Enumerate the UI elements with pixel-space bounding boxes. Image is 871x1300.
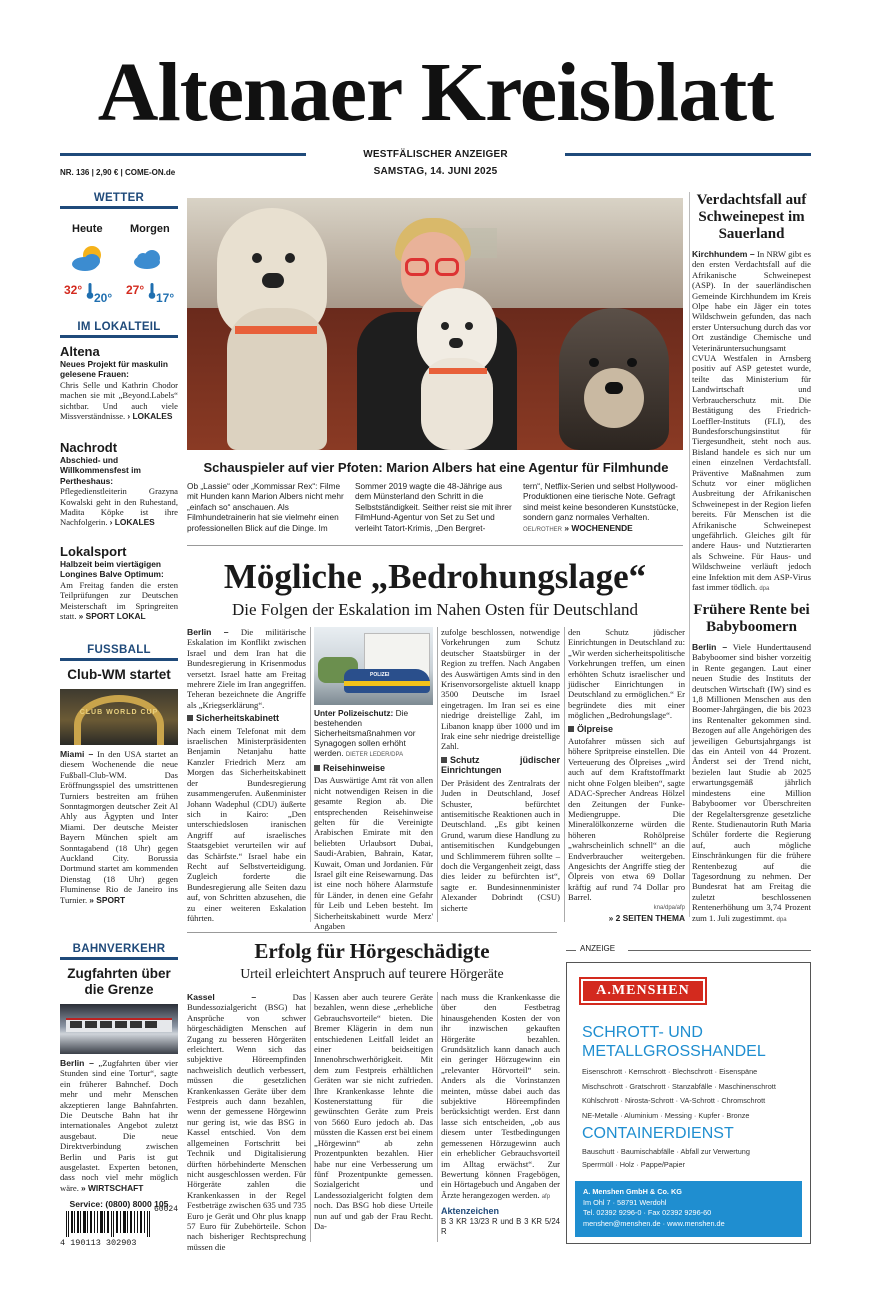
column-rule bbox=[310, 992, 311, 1242]
lead-body: Die militärische Eskalation im Konflikt zwischen Israel und dem Iran hat die Bundesregierung in Krisenmodus versetzt. Israel hatte am Freitag mehrere Ziele im Iran angegriffen. Teheran bezeichnete die Angriffe als „Kriegserklärung“. bbox=[187, 627, 306, 710]
image-lettering: CLUB WORLD CUP bbox=[79, 709, 159, 716]
masthead-subtitle: WESTFÄLISCHER ANZEIGER bbox=[363, 149, 508, 160]
hearing-credit: afp bbox=[541, 1193, 551, 1200]
lead-subhead: Ölpreise bbox=[577, 723, 614, 734]
photo-ref[interactable]: » WOCHENENDE bbox=[564, 522, 633, 533]
swine-fever-story bbox=[692, 192, 811, 594]
pension-dateline: Berlin – bbox=[692, 642, 728, 652]
photo-caption-col: tern“, Netflix-Serien und selbst Hollywood-Produktionen eine tierische Note. Gefragt sind meist keine besonderen Kunststücke, sondern ganz normales Verhalten. bbox=[523, 481, 679, 523]
football-body: In den USA startet an diesem Wochenende die neue Fußball-Club-WM. Das Eröffnungsspiel des umstrittenen Turniers bestreiten am frühen Sonntagmorgen deutscher Zeit Al Ahly aus Ägypten und Inter Miami. Der deutsche Meister Bayern München spielt am Sonntagabend (18 Uhr) gegen Auckland City. Borussia Dortmund startet am kommenden Dienstag (18 Uhr) gegen Fluminense Rio de Janeiro ins Turnier. bbox=[60, 749, 178, 905]
local-heading: IM LOKALTEIL bbox=[77, 321, 161, 333]
local-item-body: Chris Selle und Kathrin Chodor machen sie mit „Beyond.Labels“ sichtbar. Und auch viele Missverständnisse. bbox=[60, 379, 178, 422]
tomorrow-low: 17° bbox=[156, 291, 175, 305]
local-item-ref[interactable]: › LOKALES bbox=[109, 517, 155, 528]
lead-credit: kna/dpa/afp bbox=[653, 904, 685, 911]
image-credit: DIETER LEDER/DPA bbox=[345, 752, 404, 758]
divider bbox=[187, 545, 683, 546]
ad-label: ANZEIGE bbox=[580, 944, 619, 953]
football-title: Club-WM startet bbox=[67, 667, 171, 682]
local-item-body: Pflegedienstleiterin Grazyna Kowalski geht in den Ruhestand, Madita Köpke ist ihre Nachfolgerin. bbox=[60, 486, 178, 528]
dog-left bbox=[217, 208, 337, 450]
thermometer-icon bbox=[148, 283, 156, 299]
ad-line: Sperrmüll · Holz · Pappe/Papier bbox=[582, 1160, 686, 1169]
column-rule bbox=[310, 627, 311, 922]
local-item-lead: Halbzeit beim viertägigen Longines Balve Optimum: bbox=[60, 559, 164, 580]
barcode-addon: 60024 bbox=[153, 1205, 178, 1215]
football-lead: Miami – bbox=[60, 749, 94, 759]
hearing-headline: Erfolg für Hörgeschädigte bbox=[254, 939, 490, 963]
weather-box bbox=[60, 209, 178, 307]
photo-caption-col: Sommer 2019 wagte die 48-Jährige aus dem Münsterland den Schritt in die Selbstständigkeit. Seither reist sie mit ihrer FilmHund-Agentur von Set zu Set und verleiht Tatort-Krimis, „Den Bergret- bbox=[355, 481, 512, 533]
service-line: Service: (0800) 8000 105 bbox=[69, 1199, 169, 1210]
left-column bbox=[60, 192, 178, 905]
masthead-date: SAMSTAG, 14. JUNI 2025 bbox=[373, 166, 498, 177]
football-heading: FUSSBALL bbox=[87, 644, 151, 656]
local-item-title: Lokalsport bbox=[60, 544, 127, 559]
issue-info: NR. 136 | 2,90 € | COME-ON.de bbox=[60, 168, 176, 177]
today-high: 32° bbox=[64, 283, 83, 297]
dog-middle bbox=[417, 288, 497, 450]
cloud-icon bbox=[132, 247, 166, 271]
lead-col-1 bbox=[187, 627, 306, 923]
lead-body: den Schutz jüdischer Einrichtungen in Deutschland zu: „Wir werden sicherheitspolitische Vorkehrungen treffen, um einen erhöhten Schutz israelischer und jüdischer Einrichtungen in Deutschland zu ermöglichen.“ Er begründete dies mit einer möglichen „Bedrohungslage“. bbox=[568, 627, 685, 721]
pension-body: Viele Hunderttausend Babyboomer sind bisher vorzeitig in Rente gegangen. Laut einer neuen Studie des Instituts der deutschen Wirtschaft (IW) sind es 1,8 Millionen Menschen aus den Boomer-Jahrgängen, die bis 2023 ins Rentenalter gekommen sind. Bezogen auf alle Angehörigen des jeweiligen Geburtsjahrgangs ist das ein Anteil von 44 Prozent. Änderst sei der Trend nicht, bezielen laut Studie ab 2025 erwartungsgemäß jährlich mindestens eine Million Babyboomer vor Überschreiten der Regelaltersgrenze gesetzliche Rente. Studienautorin Ruth Maria Schüler forderte die Regierung auf, auch mögliche Einschränkungen für die frühere Rentenbezug auf die Tagesordnung zu nehmen. Der Bundesrat hat am Freitag die zuletzt beschlossenen Rentenerhöhung um 3,74 Prozent zum 1. Juli zugestimmt. bbox=[692, 642, 812, 923]
case-label: Aktenzeichen bbox=[441, 1206, 500, 1217]
advertisement[interactable] bbox=[566, 962, 811, 1244]
barcode-number: 4 190113 302903 bbox=[60, 1238, 137, 1249]
pension-credit: dpa bbox=[776, 916, 787, 923]
newspaper-title: Altenaer Kreisblatt bbox=[97, 46, 774, 139]
ad-line: Eisenschrott · Kernschrott · Blechschrott · Eisenspäne bbox=[582, 1067, 758, 1076]
ad-email: menshen@menshen.de · www.menshen.de bbox=[583, 1218, 725, 1228]
rail-body: „Zugfahrten über vier Stunden sind eine Tortur“, sagte ein früherer Bahnchef. Doch mehr und mehr Menschen akzeptieren lange Bahnfahrten. Die Deutsche Bahn hat ihr internationales Angebot zuletzt ausgebaut. Die neue Direktverbindung zwischen Berlin und Paris ist gut ausgelastet. Experten betonen, dass noch viel mehr möglich wäre. bbox=[60, 1058, 178, 1193]
ad-logo-text: A.MENSHEN bbox=[583, 981, 703, 1001]
ad-logo bbox=[579, 977, 707, 1005]
local-item-lead: Abschied- und Willkommensfest im Pertheshaus: bbox=[60, 455, 141, 486]
lead-body: Das Auswärtige Amt rät von allen nicht notwendigen Reisen in die gesamte Region ab. Die entsprechenden Reisehinweise gelten für die Vereinigte Arabischen Emirate mit den beliebten Urlaubsort Dubai, Saudi-Arabien, Bahrain, Katar, Kuwait, Oman und Jordanien. Für Israel gilt eine Reisewarnung. Das ist eine noch höhere Alarmstufe für Länder, in denen eine Gefahr für Leib und Leben besteht. Im Sicherheitskabinett wurde Merz' Angaben bbox=[314, 775, 433, 932]
swine-fever-dateline: Kirchhundem – bbox=[692, 249, 755, 259]
thermometer-icon bbox=[86, 283, 94, 299]
lead-subheadline: Die Folgen der Eskalation im Nahen Osten für Deutschland bbox=[231, 600, 638, 619]
lead-subhead: Schutz jüdischer Einrichtungen bbox=[441, 754, 560, 776]
weather-today-label: Heute bbox=[72, 223, 103, 235]
swine-fever-credit: dpa bbox=[759, 586, 770, 592]
rail-lead: Berlin – bbox=[60, 1058, 94, 1068]
column-rule bbox=[564, 627, 565, 922]
issue-price: 2,90 € bbox=[96, 168, 119, 177]
ad-address: Im Ohl 7 · 58791 Werdohl bbox=[583, 1197, 667, 1207]
train-image bbox=[60, 1004, 178, 1054]
lead-body: zufolge beschlossen, notwendige Vorkehrungen zum Schutz deutscher Staatsbürger in der Region zu treffen. Nach Angaben des Auswärtigen Amts sind in den Krisenvorsorgeliste aktuell knapp 3500 Deutsche im Israel eingetragen. Im Iran sei es eine niedrige dreistellige Zahl, im Libanon knapp über 1000 und im Irak eine sehr niedrige dreistellige Zahl. bbox=[441, 627, 560, 752]
case-number: B 3 KR 13/23 R und B 3 KR 5/24 R bbox=[441, 1216, 560, 1236]
ad-list-container bbox=[582, 1145, 807, 1171]
rail-section bbox=[60, 943, 178, 1248]
local-item-lead: Neues Projekt für maskulin gelesene Frauen: bbox=[60, 359, 168, 380]
ad-line: NE-Metalle · Aluminium · Messing · Kupfer · Bronze bbox=[582, 1110, 750, 1120]
local-item-title: Altena bbox=[60, 344, 100, 359]
photo-headline: Schauspieler auf vier Pfoten: Marion Albers hat eine Agentur für Filmhunde bbox=[203, 460, 669, 475]
hearing-subheadline: Urteil erleichtert Anspruch auf teurere Hörgeräte bbox=[240, 966, 504, 981]
website: COME-ON.de bbox=[124, 168, 176, 177]
ad-company: A. Menshen GmbH & Co. KG bbox=[583, 1187, 682, 1196]
police-lettering: POLIZEI bbox=[370, 672, 390, 678]
local-rule bbox=[60, 335, 178, 338]
club-wm-image bbox=[60, 689, 178, 745]
football-ref[interactable]: » SPORT bbox=[89, 894, 126, 905]
sun-cloud-icon bbox=[70, 243, 108, 273]
ad-line: Bauschutt · Baumischabfälle · Abfall zur Verwertung bbox=[582, 1147, 750, 1156]
lead-col-2 bbox=[314, 627, 433, 932]
tomorrow-high: 27° bbox=[126, 283, 145, 297]
image-caption: Die bestehenden Sicherheitsmaßnahmen vor Synagogen sollen erhöht werden. bbox=[314, 708, 416, 758]
pension-headline: Frühere Rente bei Babyboomern bbox=[693, 602, 810, 635]
column-rule bbox=[437, 992, 438, 1242]
local-item-ref[interactable]: › LOKALES bbox=[127, 411, 173, 422]
masthead-rule-left bbox=[60, 153, 306, 156]
rail-ref[interactable]: » WIRTSCHAFT bbox=[81, 1182, 144, 1193]
column-rule bbox=[437, 627, 438, 922]
divider bbox=[187, 932, 557, 933]
football-rule bbox=[60, 658, 178, 661]
local-item-lokalsport[interactable] bbox=[60, 544, 178, 644]
lead-col-3 bbox=[441, 627, 560, 913]
ad-heading-scrap: SCHROTT- UND METALLGROSSHANDEL bbox=[582, 1024, 766, 1060]
lead-dateline: Berlin – bbox=[187, 627, 229, 637]
pension-story bbox=[692, 602, 811, 925]
weather-heading: WETTER bbox=[93, 192, 145, 204]
ad-line: Kühlschrott · Nirosta-Schrott · VA-Schrott · Chromschrott bbox=[582, 1096, 766, 1105]
barcode bbox=[60, 1211, 178, 1241]
local-item-nachrodt[interactable] bbox=[60, 440, 178, 544]
photo-caption-col: Ob „Lassie“ oder „Kommissar Rex“: Filme mit Hunden kann Marion Albers nicht mehr „einfach so“ anschauen. Als Filmhundetrainerin hat sie vielmehr einen professionellen Blick auf die Dinge. Im bbox=[187, 481, 344, 533]
swine-fever-body: In NRW gibt es den ersten Verdachtsfall auf die Afrikanische Schweinepest (ASP). In der sauerländischen Gemeinde Kirchhundem im Kreis Olpe habe ein Jäger ein totes Wildschwein gefunden, das nach erster Untersuchung durch das vor Ort zuständige Chemische und Veterinäruntersuchungsamt CVUA Westfalen in Arnsberg positiv auf ASP getestet wurde, teilte das Ministerium für Landwirtschaft und Verbraucherschutz mit. Die Bestätigung des Friedrich-Loeffler-Instituts (FLI), des Bundesforschungsinstitut für Tiergesundheit, steht noch aus. Bisland handele es sich nur um einen einzelnen Verdachtsfall. Präventive Maßnahmen zum Schutz vor einer möglichen Ausbreitung der Afrikanischen Schweinepest in der Region liefen bereits. Für Menschen ist die Afrikanische Schweinepest ungefährlich. Gleiches gilt für andere Haus- und Nutztierarten als Schweine. Für Haus- und Wildschweine verläuft jedoch eine Infektion mit dem ASP-Virus fast immer tödlich. bbox=[692, 249, 811, 592]
ad-heading-container: CONTAINERDIENST bbox=[582, 1125, 734, 1142]
hearing-body: nach muss die Krankenkasse die über den Festbetrag hinausgehenden Kosten der von ihr inzwischen gekauften Hörgeräte bezahlen. Grundsätzlich kann danach auch ein geringer Hörzugewinn ein „relevanter Hörvorteil“ sein. Anders als die Vorinstanzen meinten, müsse dabei auch das subjektive Höreempfinden berücksichtigt werden. Erst dann lasse sich entscheiden, „ob aus diesem unter Testbedingungen gemessenen Hörzugewinn auch ein erheblicher Gebrauchsvorteil im Alltag erwächst“. Zur Bewertung können Fragebögen, ein Hörtagebuch und Angaben der Ärzte herangezogen werden. bbox=[441, 992, 560, 1200]
local-item-title: Nachrodt bbox=[60, 440, 118, 455]
lead-body: Der Präsident des Zentralrats der Juden in Deutschland, Josef Schuster, befürchtet antisemitische Reaktionen auch in Deutschland. „Es gibt keinen Grund, warum diese Handlung zu antisemitischen Kundgebungen und Schlimmerem führen sollte – doch die Vergangenheit zeigt, dass dies leider zu befürchten ist“, sagte er. Bundesinnenminister Alexander Dobrindt (CSU) sicherte bbox=[441, 777, 560, 913]
ad-phone: Tel. 02392 9296-0 · Fax 02392 9296-60 bbox=[583, 1208, 712, 1217]
rail-title: Zugfahrten über die Grenze bbox=[67, 966, 171, 997]
lead-body: Autofahrer müssen sich auf höhere Spritpreise einstellen. Die Verteuerung des Ölpreises „wird auch auf dem Kraftstoffmarkt nicht ohne Folgen bleiben“, sagte ADAC-Sprecher Andreas Hölzel den Zeitungen der Funke-Mediengruppe. Die Mineralölkonzerne würden die höheren Rohölpreise „wahrscheinlich schnell“ an die Endverbraucher weitergeben. Angesichts der Angriffe stieg der Ölpreis von etwa 69 Dollar kräftig auf rund 74 Dollar pro Barrel. bbox=[568, 736, 685, 903]
lead-col-4 bbox=[568, 627, 685, 923]
swine-fever-headline: Verdachtsfall auf Schweinepest im Sauerland bbox=[696, 192, 807, 242]
ad-label-row bbox=[566, 944, 811, 956]
photo-credit: OEL/ROTHER bbox=[523, 526, 563, 533]
hearing-body: Kassen aber auch teurere Geräte bezahlen, wenn diese „erhebliche Gebrauchsvorteile“ bieten. Die Bremer Klägerin in dem nun entschiedenen Leitfall leidet an einer beidseitigen Innenohrschwerhörigkeit. Mit dem zum Festpreis erhältlichen Geräten war sie nicht zufrieden. Ihre Krankenkasse lehnte die Kostenerstattung für die gewünschten Geräte zum Preis von 5660 Euro jedoch ab. Das müssten die Kassen erst bei einem „Hörgewinn“ ab zehn Prozentpunkten bezahlen. Hier habe nur eine Verbesserung um fünf Prozentpunkte gemessen. Sozialgericht und Landessozialgericht folgten dem noch. Das BSG hob diese Urteile nun auf und gab der Frau Recht. Da- bbox=[314, 992, 433, 1231]
today-low: 20° bbox=[94, 291, 113, 305]
dogs-photo bbox=[187, 198, 683, 450]
lead-subhead: Reisehinweise bbox=[323, 763, 386, 773]
column-rule bbox=[689, 192, 690, 917]
local-item-ref[interactable]: » SPORT LOKAL bbox=[78, 611, 146, 622]
image-caption-lead: Unter Polizeischutz: bbox=[314, 708, 394, 718]
hearing-dateline: Kassel – bbox=[187, 992, 257, 1002]
lead-subhead: Sicherheitskabinett bbox=[196, 713, 280, 724]
lead-headline: Mögliche „Bedrohungslage“ bbox=[223, 557, 647, 596]
weather-tomorrow-label: Morgen bbox=[130, 223, 170, 235]
ad-list-scrap bbox=[582, 1065, 807, 1123]
local-item-altena[interactable] bbox=[60, 344, 178, 440]
lead-body: Nach einem Telefonat mit dem israelischen Ministerpräsidenten Benjamin Netanjahu hatte Kanzler Friedrich Merz am Morgen das Sicherheitskabinett der Bundesregierung zusammengerufen. Außenminister Johann Wadephul (CDU) äußerte sich in Kairo: „Den unterschiedslosen iranischen Angriff auf israelisches Staatsgebiet verurteilen wir auf das Schärfste.“ Israel habe ein Recht auf Selbstverteidigung. Zugleich forderte die Bundesregierung alle Seiten dazu auf, von Schritten abzusehen, die zu einer weiteren Eskalation führten. bbox=[187, 725, 306, 923]
rail-rule bbox=[60, 957, 178, 960]
rail-heading: BAHNVERKEHR bbox=[72, 943, 166, 955]
dog-right bbox=[559, 308, 669, 450]
police-car-image bbox=[314, 627, 433, 705]
local-item-body: Am Freitag fanden die ersten Teilprüfungen zur Deutschen Meisterschaft im Springreiten statt. bbox=[60, 579, 178, 622]
hearing-body: Das Bundessozialgericht (BSG) hat Ansprüche von schwer hörgeschädigten Menschen auf Zugang zu besseren Hörgeräten erleichtert. Wenn sich das subjektive Höreempfinden nachweislich deutlich verbessert, müssen die gesetzlichen Krankenkassen Geräte über dem Festpreis auch dann bezahlen, wenn der gemessene Hörgewinn nur gering ist, wie das BSG in Kassel entschied. Von dem allgemeinen Fortschritt bei Technik und Digitalisierung dürften hörbehinderte Menschen nicht ausgeschlossen werden. Für Hörgeräte zahlen die Krankenkassen in der Regel Festbeträge zwischen 635 und 735 Euro je Gerät und Ohr plus knapp 57 Euro für Zubehörteile. Schon nach bisheriger Rechtsprechung müssen die bbox=[187, 992, 306, 1252]
ad-contact-box bbox=[575, 1181, 802, 1237]
ad-line: Mischschrott · Gratschrott · Stanzabfälle · Maschinenschrott bbox=[582, 1081, 776, 1091]
masthead-rule-right bbox=[565, 153, 811, 156]
issue-number: NR. 136 bbox=[60, 168, 90, 177]
lead-ref[interactable]: » 2 SEITEN THEMA bbox=[608, 912, 685, 923]
